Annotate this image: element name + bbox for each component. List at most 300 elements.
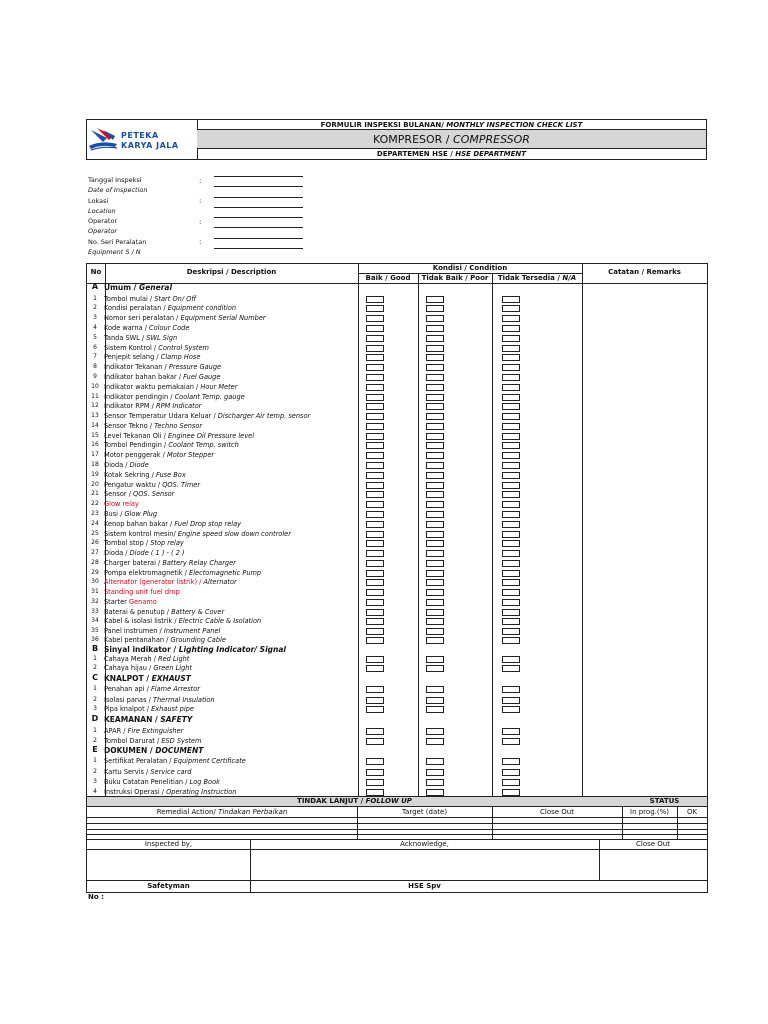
row-description [104, 363, 221, 371]
remedial-header: Remedial Action/ Tindakan Perbaikan [156, 808, 288, 816]
checkbox-na[interactable] [502, 315, 520, 322]
checkbox-poor[interactable] [426, 609, 444, 616]
row-desc-en: Fuel Gauge [183, 373, 221, 381]
checkbox-good[interactable] [366, 637, 384, 644]
checkbox-na[interactable] [502, 296, 520, 303]
info-label-en: Equipment S / N [88, 248, 141, 256]
row-number: 34 [91, 617, 99, 624]
checkbox-good[interactable] [366, 403, 384, 410]
section-letter: E [92, 745, 98, 754]
row-description [104, 588, 180, 596]
checkbox-na[interactable] [502, 599, 520, 606]
info-fill-line[interactable] [214, 227, 303, 228]
checkbox-good[interactable] [366, 335, 384, 342]
info-fill-line[interactable] [214, 176, 303, 177]
checkbox-na[interactable] [502, 789, 520, 796]
checkbox-good[interactable] [366, 442, 384, 449]
row-desc-en: QOS. Sensor [133, 490, 175, 498]
checkbox-good[interactable] [366, 579, 384, 586]
checkbox-poor[interactable] [426, 589, 444, 596]
section-title-id: KEAMANAN / [104, 715, 158, 724]
checkbox-na[interactable] [502, 521, 520, 528]
row-description [104, 705, 194, 713]
row-desc-en: Alternator [203, 578, 237, 586]
checkbox-good[interactable] [366, 374, 384, 381]
row-desc-en: Grounding Cable [170, 636, 226, 644]
checkbox-poor[interactable] [426, 296, 444, 303]
closeout-header: Close Out [540, 808, 574, 816]
row-number: 29 [91, 569, 99, 576]
row-desc-en: Green Light [153, 664, 193, 672]
checkbox-good[interactable] [366, 462, 384, 469]
row-number: 8 [93, 363, 97, 370]
row-number: 21 [91, 490, 99, 497]
row-description [104, 304, 236, 312]
row-description [104, 481, 200, 489]
section-title [104, 645, 286, 654]
row-number: 15 [91, 432, 99, 439]
section-title-en: General [139, 283, 173, 292]
row-description [104, 432, 254, 440]
checkbox-good[interactable] [366, 779, 384, 786]
checkbox-na[interactable] [502, 423, 520, 430]
checkbox-na[interactable] [502, 462, 520, 469]
row-desc-en: Equipment Serial Number [180, 314, 266, 322]
checkbox-good[interactable] [366, 501, 384, 508]
col-description: Deskripsi / Description [186, 268, 277, 276]
checkbox-poor[interactable] [426, 501, 444, 508]
row-number: 25 [91, 530, 99, 537]
checkbox-poor[interactable] [426, 540, 444, 547]
checkbox-good[interactable] [366, 656, 384, 663]
checkbox-na[interactable] [502, 452, 520, 459]
checkbox-poor[interactable] [426, 686, 444, 693]
checkbox-na[interactable] [502, 305, 520, 312]
checkbox-good[interactable] [366, 599, 384, 606]
row-description [104, 373, 220, 381]
row-description [104, 685, 200, 693]
follow-up-title: TINDAK LANJUT / FOLLOW UP [297, 797, 412, 805]
row-desc-en: Red Light [158, 655, 190, 663]
info-fill-line[interactable] [214, 248, 303, 249]
checkbox-good[interactable] [366, 433, 384, 440]
row-desc-id: Tombol stop / [104, 539, 149, 547]
checkbox-poor[interactable] [426, 462, 444, 469]
row-description [104, 334, 177, 342]
section-letter: B [91, 644, 99, 653]
row-desc-en: Clamp Hose [160, 353, 201, 361]
status-header: STATUS [649, 797, 680, 805]
info-label: Operator [88, 217, 118, 225]
row-description [104, 578, 237, 586]
section-letter: A [91, 282, 99, 291]
row-description [104, 727, 183, 735]
checkbox-poor[interactable] [426, 315, 444, 322]
row-description [104, 627, 220, 635]
row-description [104, 768, 191, 776]
row-number: 1 [93, 727, 97, 734]
row-number: 4 [93, 324, 97, 331]
row-number: 36 [91, 636, 99, 643]
checkbox-na[interactable] [502, 758, 520, 765]
row-desc-id: Sistem Kontrol / [104, 344, 157, 352]
row-desc-id: Busi / [104, 510, 123, 518]
equipment-title-id: KOMPRESOR / [373, 133, 450, 146]
checkbox-poor[interactable] [426, 472, 444, 479]
row-desc-id: Indikator Tekanan / [104, 363, 167, 371]
inprog-header: In prog.(%) [630, 808, 669, 816]
row-number: 2 [93, 696, 97, 703]
checkbox-poor[interactable] [426, 384, 444, 391]
info-fill-line[interactable] [214, 217, 303, 218]
equipment-title [197, 130, 706, 149]
checkbox-na[interactable] [502, 589, 520, 596]
info-fill-line[interactable] [214, 186, 303, 187]
row-number: 1 [93, 655, 97, 662]
checkbox-poor[interactable] [426, 364, 444, 371]
checkbox-good[interactable] [366, 325, 384, 332]
checkbox-good[interactable] [366, 589, 384, 596]
checkbox-poor[interactable] [426, 697, 444, 704]
row-description [104, 559, 236, 567]
inspected-by-label: Inspected by, [144, 840, 193, 848]
checkbox-good[interactable] [366, 738, 384, 745]
follow-up-section [86, 797, 708, 840]
checkbox-poor[interactable] [426, 789, 444, 796]
checkbox-na[interactable] [502, 550, 520, 557]
row-description [104, 510, 157, 518]
checkbox-na[interactable] [502, 433, 520, 440]
checkbox-na[interactable] [502, 665, 520, 672]
checkbox-good[interactable] [366, 354, 384, 361]
row-number: 19 [91, 471, 99, 478]
checkbox-good[interactable] [366, 472, 384, 479]
acknowledge-label: Acknowledge, [400, 840, 449, 848]
row-number: 27 [91, 549, 99, 556]
checkbox-good[interactable] [366, 550, 384, 557]
checkbox-poor[interactable] [426, 423, 444, 430]
row-desc-en: Flame Arrestor [151, 685, 200, 693]
checkbox-poor[interactable] [426, 442, 444, 449]
checkbox-na[interactable] [502, 779, 520, 786]
row-desc-id: Sistem kontrol mesin/ [104, 530, 176, 538]
info-colon: : [199, 218, 202, 226]
section-title [104, 715, 192, 724]
checkbox-na[interactable] [502, 656, 520, 663]
checkbox-poor[interactable] [426, 403, 444, 410]
department-en: HSE DEPARTMENT [455, 150, 527, 158]
checkbox-good[interactable] [366, 618, 384, 625]
checkbox-poor[interactable] [426, 550, 444, 557]
checkbox-good[interactable] [366, 452, 384, 459]
checkbox-good[interactable] [366, 345, 384, 352]
checkbox-poor[interactable] [426, 599, 444, 606]
checkbox-good[interactable] [366, 531, 384, 538]
checkbox-na[interactable] [502, 364, 520, 371]
checkbox-good[interactable] [366, 482, 384, 489]
col-condition: Kondisi / Condition [432, 264, 508, 272]
checkbox-na[interactable] [502, 628, 520, 635]
row-number: 33 [91, 608, 99, 615]
row-desc-en: Genamo [129, 598, 157, 606]
row-description [104, 422, 202, 430]
checkbox-na[interactable] [502, 706, 520, 713]
checkbox-poor[interactable] [426, 637, 444, 644]
form-header [86, 119, 707, 160]
checkbox-good[interactable] [366, 413, 384, 420]
row-description [104, 539, 184, 547]
checkbox-poor[interactable] [426, 325, 444, 332]
checkbox-good[interactable] [366, 789, 384, 796]
checkbox-poor[interactable] [426, 482, 444, 489]
row-desc-en: Equipment Certificate [173, 757, 246, 765]
checkbox-na[interactable] [502, 345, 520, 352]
form-title [197, 120, 706, 130]
row-desc-id: Pengatur waktu / [104, 481, 161, 489]
checkbox-good[interactable] [366, 628, 384, 635]
checkbox-poor[interactable] [426, 305, 444, 312]
row-description [104, 461, 149, 469]
form-title-en: MONTHLY INSPECTION CHECK LIST [446, 121, 583, 129]
checkbox-na[interactable] [502, 637, 520, 644]
checkbox-poor[interactable] [426, 511, 444, 518]
row-desc-id: Kartu Servis / [104, 768, 149, 776]
row-desc-id: Kotak Sekring / [104, 471, 154, 479]
row-description [104, 530, 291, 538]
checkbox-na[interactable] [502, 394, 520, 401]
company-logo [87, 120, 198, 159]
checkbox-na[interactable] [502, 335, 520, 342]
row-description [104, 608, 224, 616]
checkbox-na[interactable] [502, 579, 520, 586]
col-remarks: Catatan / Remarks [608, 268, 681, 276]
row-description [104, 520, 241, 528]
row-desc-id: Tombol mulai / [104, 295, 153, 303]
checkbox-na[interactable] [502, 728, 520, 735]
info-label: No. Seri Peralatan [88, 238, 147, 246]
checkbox-good[interactable] [366, 697, 384, 704]
checkbox-good[interactable] [366, 423, 384, 430]
row-desc-id: Kabel & isolasi listrik / [104, 617, 177, 625]
row-number: 30 [91, 578, 99, 585]
row-description [104, 393, 245, 401]
info-colon: : [199, 177, 202, 185]
checkbox-poor[interactable] [426, 570, 444, 577]
section-title [104, 674, 191, 683]
row-desc-en: SWL Sign [146, 334, 178, 342]
row-number: 32 [91, 598, 99, 605]
checkbox-poor[interactable] [426, 706, 444, 713]
checkbox-good[interactable] [366, 394, 384, 401]
checkbox-good[interactable] [366, 315, 384, 322]
row-desc-en: Engine speed slow down controler [177, 530, 291, 538]
row-description [104, 655, 189, 663]
checkbox-na[interactable] [502, 482, 520, 489]
checkbox-good[interactable] [366, 540, 384, 547]
row-desc-id: Buku Catatan Penelitian / [104, 778, 188, 786]
checkbox-na[interactable] [502, 697, 520, 704]
row-desc-id: Cahaya hijau / [104, 664, 152, 672]
row-desc-id: Sensor Tekno / [104, 422, 153, 430]
checkbox-na[interactable] [502, 384, 520, 391]
checkbox-good[interactable] [366, 491, 384, 498]
checkbox-poor[interactable] [426, 521, 444, 528]
row-desc-en: Techno Sensor [154, 422, 203, 430]
info-fill-line[interactable] [214, 207, 303, 208]
checkbox-na[interactable] [502, 491, 520, 498]
row-desc-en: Enginee Oil Pressure level [167, 432, 255, 440]
checkbox-poor[interactable] [426, 728, 444, 735]
row-description [104, 402, 201, 410]
checkbox-good[interactable] [366, 686, 384, 693]
checkbox-good[interactable] [366, 769, 384, 776]
checkbox-poor[interactable] [426, 579, 444, 586]
checkbox-poor[interactable] [426, 628, 444, 635]
row-number: 14 [91, 422, 99, 429]
row-desc-en: Electric Cable & Isolation [178, 617, 262, 625]
row-number: 20 [91, 481, 99, 488]
signature-section [86, 840, 708, 893]
checkbox-good[interactable] [366, 305, 384, 312]
row-desc-en: Diode ( 1 ) - ( 2 ) [129, 549, 185, 557]
checkbox-good[interactable] [366, 384, 384, 391]
checkbox-na[interactable] [502, 413, 520, 420]
checkbox-na[interactable] [502, 511, 520, 518]
checkbox-poor[interactable] [426, 433, 444, 440]
row-desc-id: Panel instrumen / [104, 627, 162, 635]
row-desc-id: Instruksi Operasi / [104, 788, 164, 796]
row-number: 24 [91, 520, 99, 527]
section-title-id: KNALPOT / [104, 674, 150, 683]
checkbox-na[interactable] [502, 442, 520, 449]
row-desc-en: Log Book [189, 778, 220, 786]
checkbox-good[interactable] [366, 758, 384, 765]
info-fill-line[interactable] [214, 197, 303, 198]
checkbox-good[interactable] [366, 706, 384, 713]
checkbox-na[interactable] [502, 560, 520, 567]
row-desc-id: Tombol Darurat / [104, 737, 160, 745]
checkbox-good[interactable] [366, 364, 384, 371]
checkbox-poor[interactable] [426, 491, 444, 498]
checkbox-good[interactable] [366, 521, 384, 528]
checkbox-good[interactable] [366, 570, 384, 577]
equipment-title-en: COMPRESSOR [453, 133, 530, 146]
checkbox-poor[interactable] [426, 665, 444, 672]
row-description [104, 664, 192, 672]
row-desc-id: Kode warna / [104, 324, 147, 332]
checkbox-poor[interactable] [426, 618, 444, 625]
row-desc-en: Equipment condition [167, 304, 237, 312]
row-desc-id: Charger baterai / [104, 559, 161, 567]
row-desc-id: Sertifikat Peralatan / [104, 757, 172, 765]
checkbox-na[interactable] [502, 501, 520, 508]
info-colon: : [199, 238, 202, 246]
checkbox-poor[interactable] [426, 779, 444, 786]
checkbox-poor[interactable] [426, 738, 444, 745]
checkbox-good[interactable] [366, 609, 384, 616]
row-desc-id: Kabel pentanahan / [104, 636, 169, 644]
checkbox-na[interactable] [502, 738, 520, 745]
row-desc-en: Battery Relay Charger [162, 559, 236, 567]
checkbox-na[interactable] [502, 374, 520, 381]
checkbox-good[interactable] [366, 511, 384, 518]
row-number: 1 [93, 685, 97, 692]
checkbox-poor[interactable] [426, 758, 444, 765]
checkbox-na[interactable] [502, 354, 520, 361]
row-description [104, 617, 261, 625]
info-label: Tanggal Inspeksi [88, 176, 142, 184]
checkbox-na[interactable] [502, 609, 520, 616]
checkbox-good[interactable] [366, 665, 384, 672]
checkbox-na[interactable] [502, 325, 520, 332]
row-desc-id: Level Tekanan Oli / [104, 432, 166, 440]
row-description [104, 412, 310, 420]
checkbox-good[interactable] [366, 296, 384, 303]
checkbox-poor[interactable] [426, 345, 444, 352]
row-number: 28 [91, 559, 99, 566]
checkbox-poor[interactable] [426, 656, 444, 663]
info-colon: : [199, 197, 202, 205]
checkbox-na[interactable] [502, 686, 520, 693]
checkbox-poor[interactable] [426, 452, 444, 459]
info-fill-line[interactable] [214, 238, 303, 239]
row-number: 7 [93, 353, 97, 360]
checkbox-na[interactable] [502, 472, 520, 479]
checkbox-poor[interactable] [426, 531, 444, 538]
row-number: 2 [93, 304, 97, 311]
checkbox-poor[interactable] [426, 769, 444, 776]
row-number: 6 [93, 344, 97, 351]
checkbox-na[interactable] [502, 570, 520, 577]
row-number: 10 [91, 383, 99, 390]
checkbox-poor[interactable] [426, 413, 444, 420]
row-description [104, 353, 200, 361]
info-label-en: Location [88, 207, 116, 215]
row-number: 23 [91, 510, 99, 517]
checkbox-poor[interactable] [426, 394, 444, 401]
row-desc-id: Alternator (generator listrik) / [104, 578, 202, 586]
checkbox-na[interactable] [502, 769, 520, 776]
row-description [104, 598, 157, 606]
row-description [104, 696, 215, 704]
row-desc-en: Fuel Drop stop relay [174, 520, 242, 528]
row-desc-en: Start On/ Off [154, 295, 197, 303]
checkbox-na[interactable] [502, 540, 520, 547]
row-desc-en: Operating Instruction [166, 788, 237, 796]
checkbox-poor[interactable] [426, 374, 444, 381]
row-desc-id: Indikator waktu pemakaian / [104, 383, 199, 391]
checkbox-na[interactable] [502, 531, 520, 538]
checkbox-good[interactable] [366, 728, 384, 735]
checkbox-good[interactable] [366, 560, 384, 567]
hse-spv-label: HSE Spv [408, 882, 441, 890]
section-letter: D [91, 714, 99, 723]
checkbox-poor[interactable] [426, 354, 444, 361]
row-number: 9 [93, 373, 97, 380]
row-desc-id: Isolasi panas / [104, 696, 151, 704]
row-desc-id: Cahaya Merah / [104, 655, 156, 663]
row-desc-id: Tombol Pendingin / [104, 441, 167, 449]
checkbox-na[interactable] [502, 403, 520, 410]
checkbox-poor[interactable] [426, 335, 444, 342]
checkbox-na[interactable] [502, 618, 520, 625]
col-poor: Tidak Baik / Poor [421, 274, 489, 282]
row-description [104, 324, 189, 332]
closeout-sign-label: Close Out [636, 840, 670, 848]
target-header: Target (date) [401, 808, 448, 816]
row-desc-id: Indikator pendingin / [104, 393, 173, 401]
checkbox-poor[interactable] [426, 560, 444, 567]
